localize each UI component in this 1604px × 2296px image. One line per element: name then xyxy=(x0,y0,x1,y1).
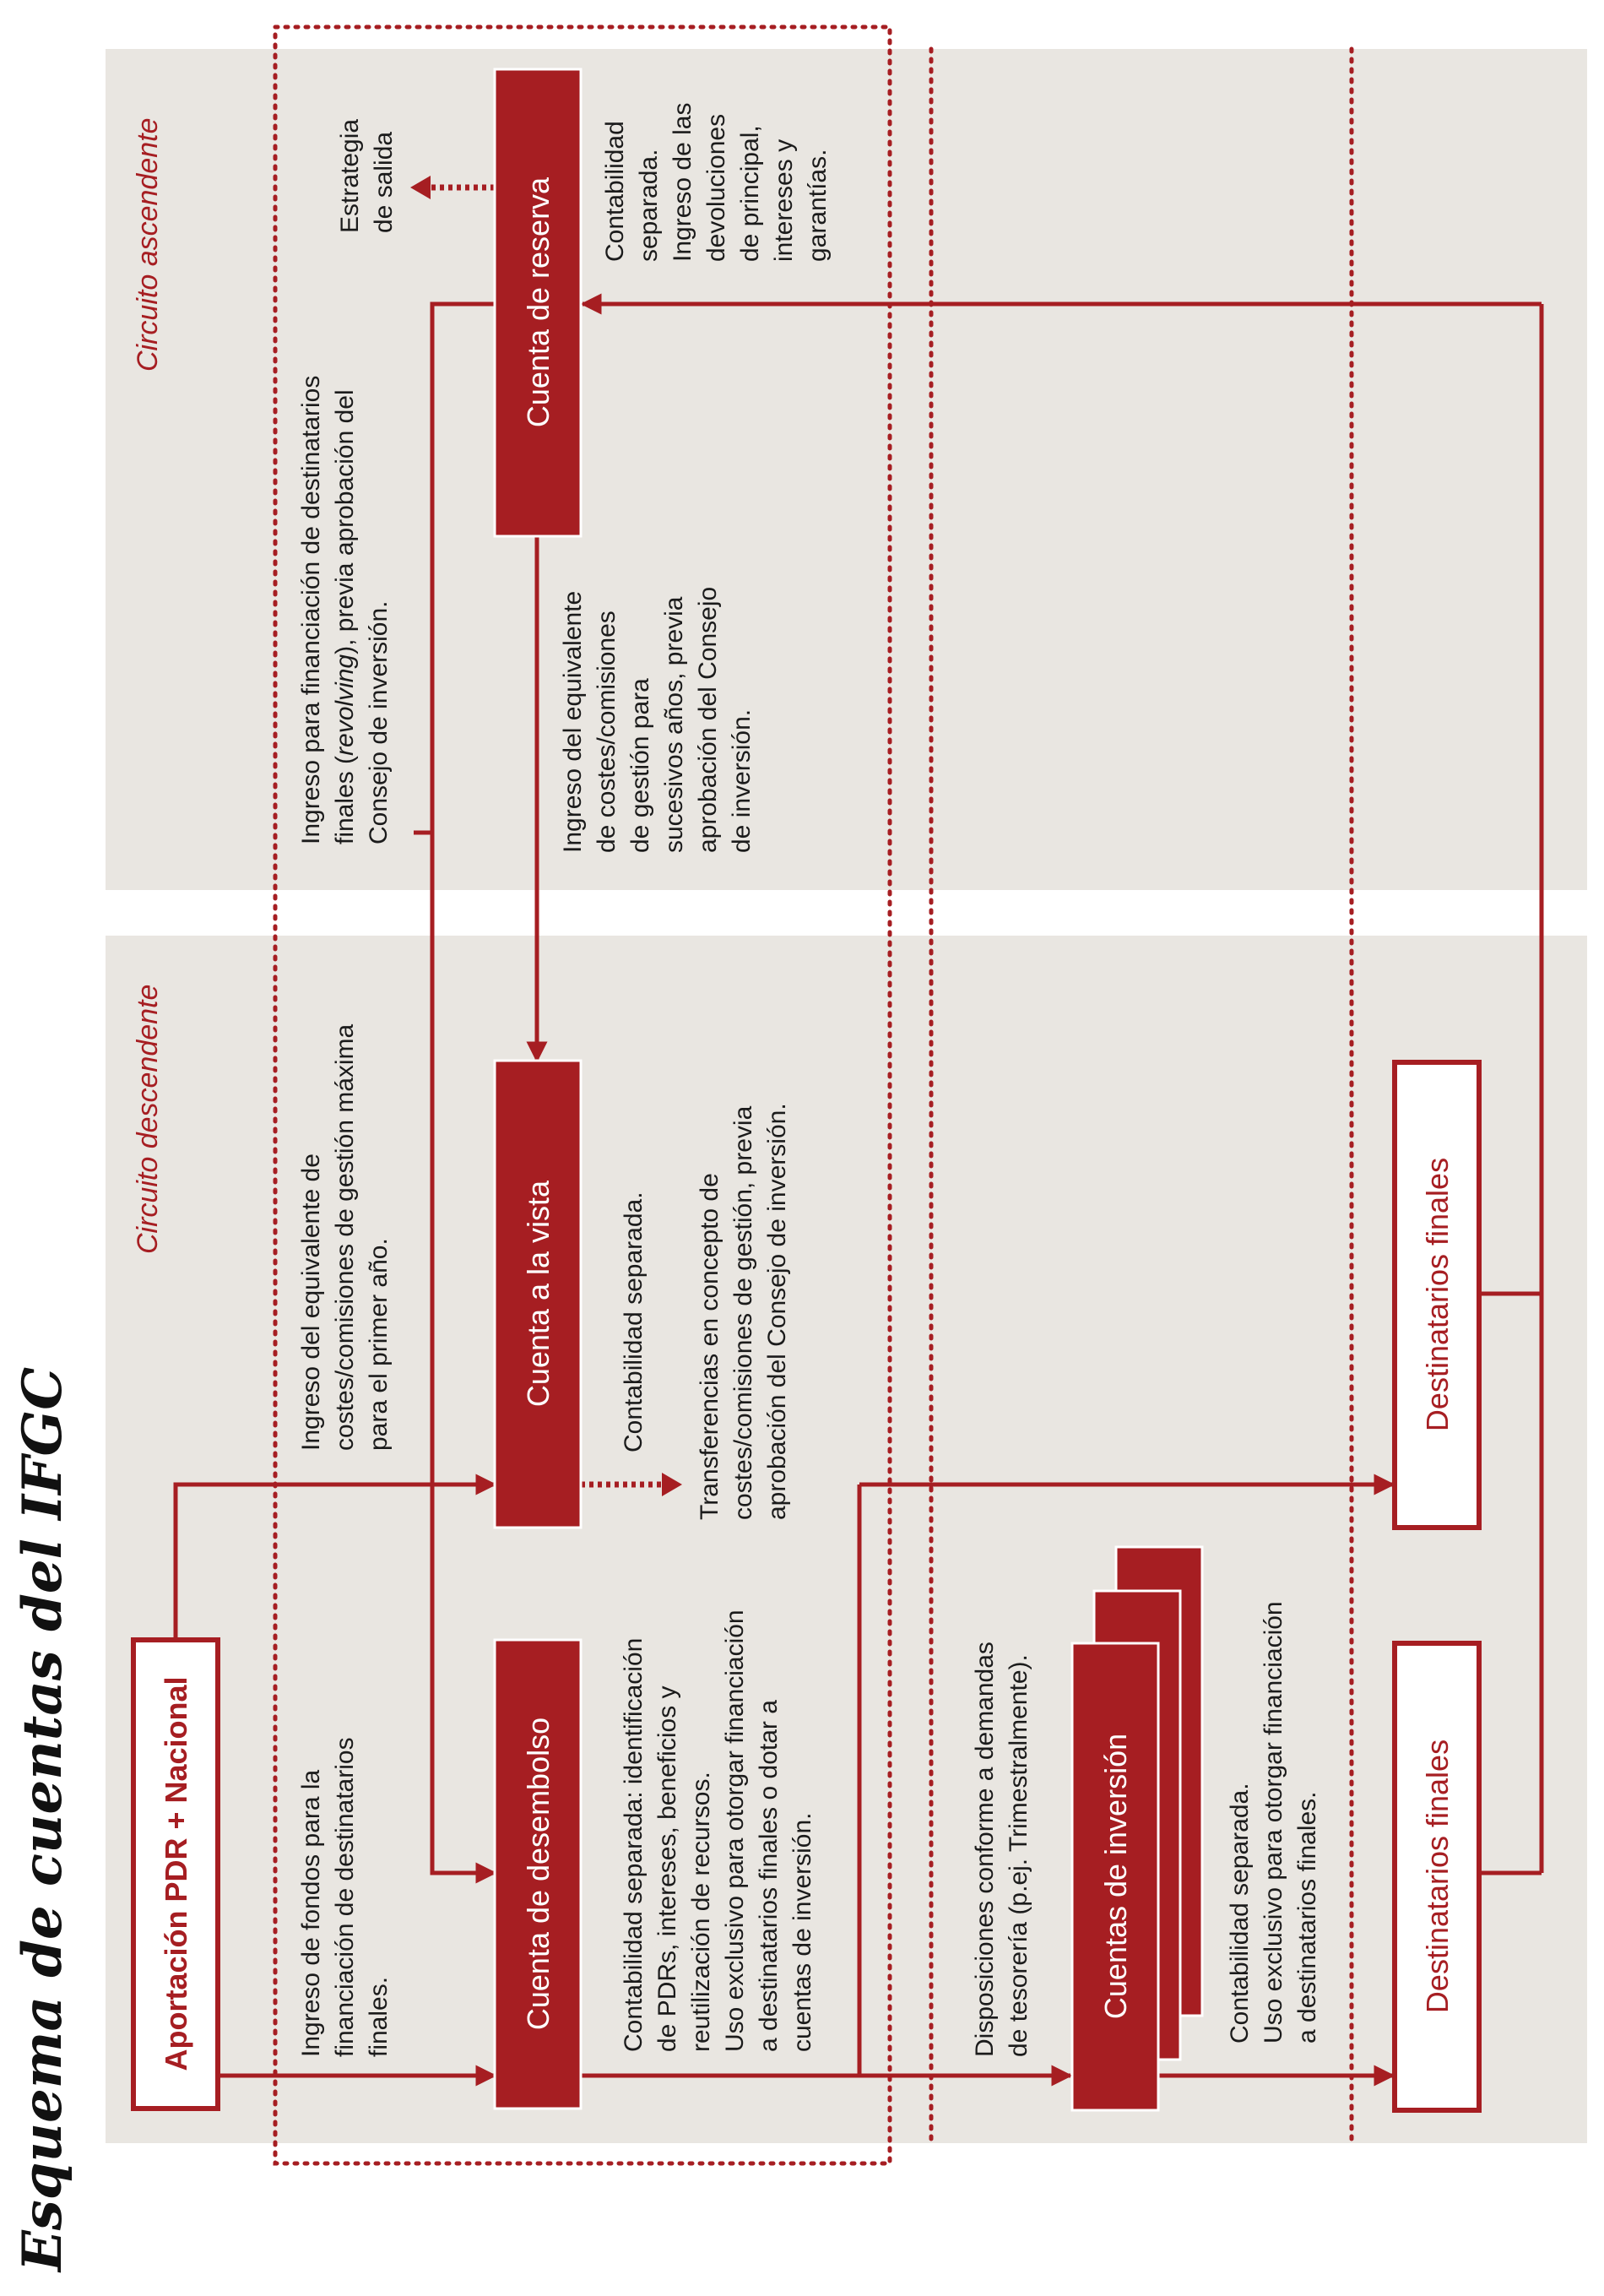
cuenta-reserva-label: Cuenta de reserva xyxy=(521,176,555,428)
panel-circuito-descendente xyxy=(106,936,1587,2143)
note-contabilidad-reserva: Contabilidad separada. Ingreso de las devoluciones de principal, intereses y garantías. xyxy=(601,102,832,262)
destinatarios-finales-label-1: Destinatarios finales xyxy=(1420,1157,1455,1432)
circuit-descendente-label: Circuito descendente xyxy=(132,984,164,1254)
panel-circuito-ascendente xyxy=(106,49,1587,890)
note-contabilidad-inversion: Contabilidad separada. Uso exclusivo para otorgar financiación a destinatarios finales. xyxy=(1226,1601,1321,2044)
note-ingreso-sucesivos: Ingreso del equivalente de costes/comisiones de gestión para sucesivos años, previa aprobación del Consejo de inversión. xyxy=(559,586,756,853)
circuit-ascendente-label: Circuito ascendente xyxy=(132,117,164,372)
note-ingreso-fondos: Ingreso de fondos para la financiación de destinatarios finales. xyxy=(297,1737,393,2057)
aportacion-label: Aportación PDR + Nacional xyxy=(159,1676,193,2071)
cuenta-desembolso-label: Cuenta de desembolso xyxy=(521,1717,555,2031)
revolving-post: ), previa aprobación del xyxy=(331,389,359,654)
note-transferencias: Transferencias en concepto de costes/comisiones de gestión, previa aprobación del Consejo de inversión. xyxy=(696,1103,791,1520)
note-ingreso-revolving: Ingreso para financiación de destinatarios finales (revolving), previa aprobación del Consejo de inversión. xyxy=(297,375,393,844)
revolving-em: revolving xyxy=(331,654,359,756)
destinatarios-finales-label-2: Destinatarios finales xyxy=(1420,1739,1455,2014)
note-ingreso-equivalente-primer: Ingreso del equivalente de costes/comisiones de gestión máxima para el primer año. xyxy=(297,1023,393,1451)
note-contabilidad-vista: Contabilidad separada. xyxy=(620,1191,648,1452)
page-title: Esquema de cuentas del IFGC xyxy=(11,1366,74,2272)
revolving-pre: finales ( xyxy=(331,755,359,844)
note-disposiciones: Disposiciones conforme a demandas de tesorería (p.ej. Trimestralmente). xyxy=(971,1642,1032,2057)
cuenta-inversion-label: Cuentas de inversión xyxy=(1098,1733,1133,2020)
note-contabilidad-desembolso: Contabilidad separada: identificación de PDRs, intereses, beneficios y reutilización de recursos. Uso exclusivo para otorgar financiación a destinatarios finales o dotar a cuentas de inversión. xyxy=(620,1609,816,2052)
cuenta-vista-label: Cuenta a la vista xyxy=(521,1180,555,1408)
note-estrategia-salida: Estrategia de salida xyxy=(336,118,398,233)
